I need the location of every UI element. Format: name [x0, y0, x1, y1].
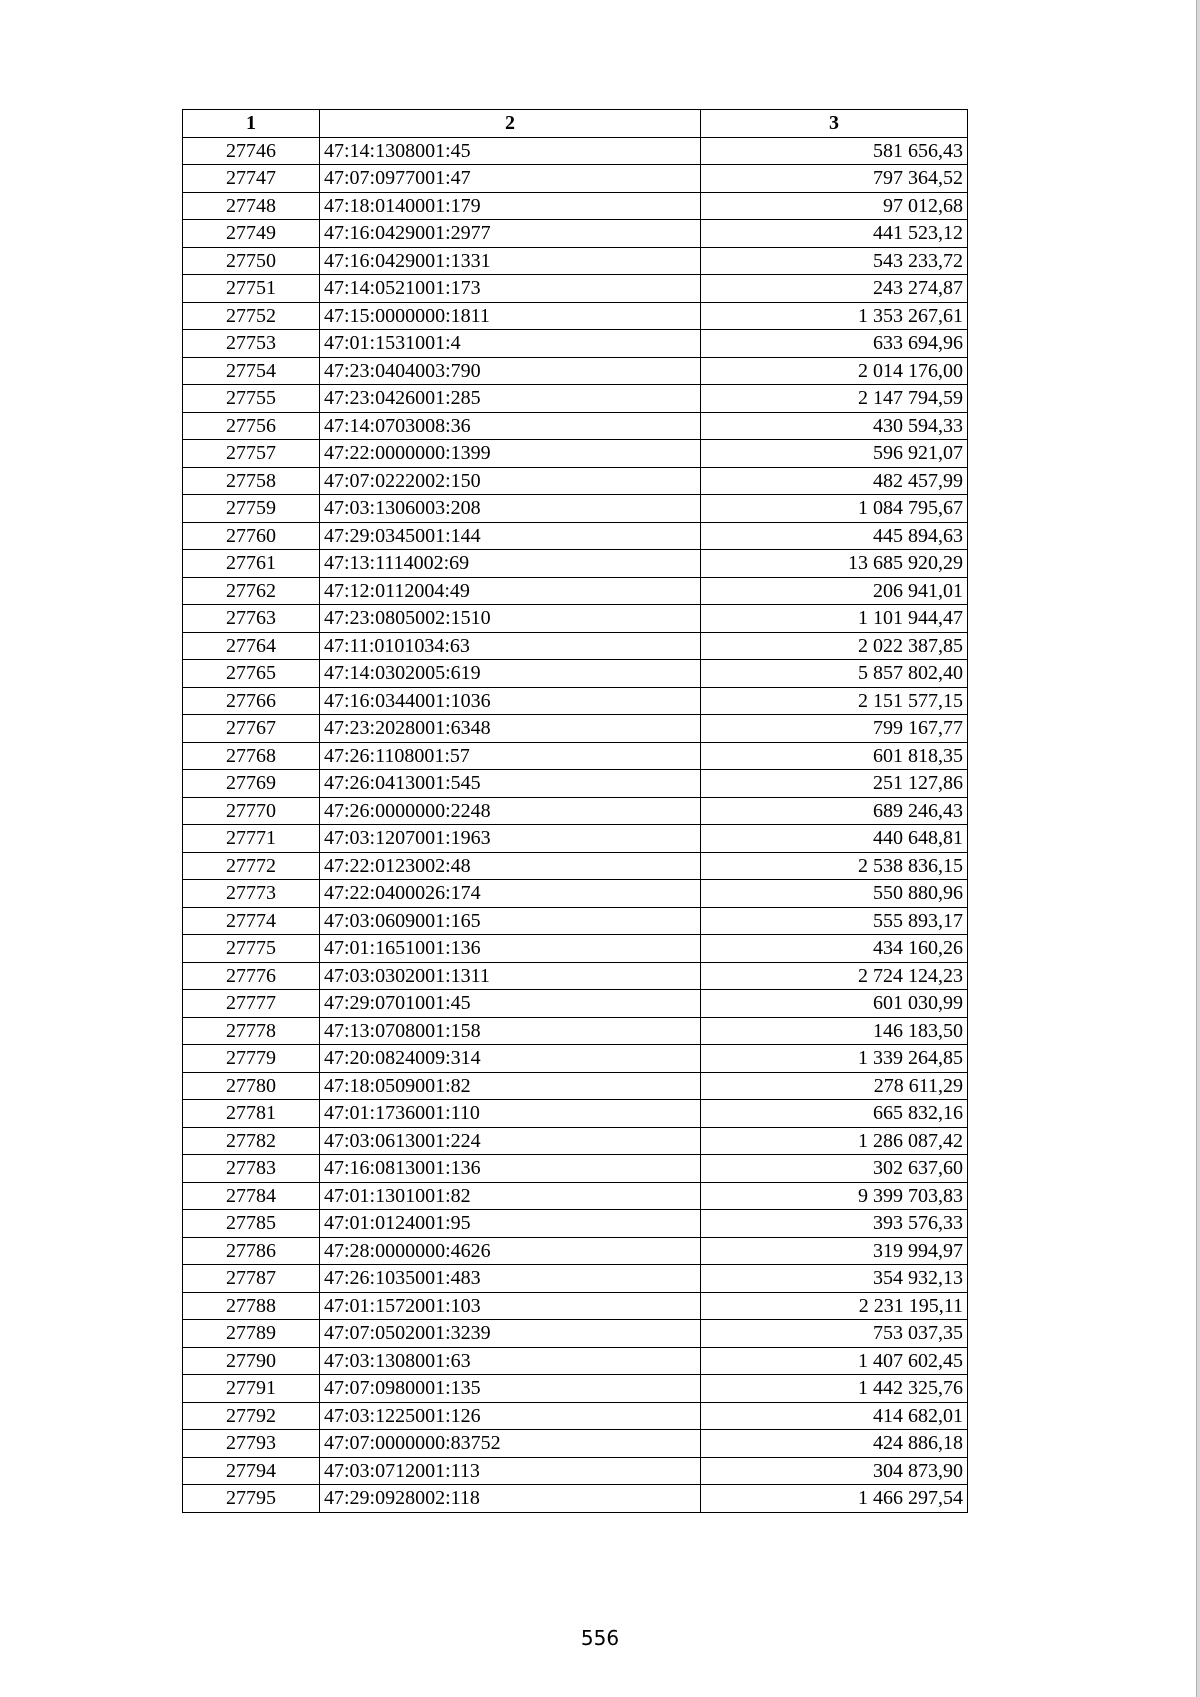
table-row [183, 880, 968, 908]
cadastral-value-cell: 278 611,29 [701, 1072, 968, 1100]
cadastral-number-cell: 47:07:0502001:3239 [320, 1320, 701, 1348]
cadastral-number-cell: 47:20:0824009:314 [320, 1045, 701, 1073]
cadastral-number-cell: 47:22:0000000:1399 [320, 440, 701, 468]
table-row [183, 1017, 968, 1045]
table-row [183, 467, 968, 495]
column-header-3: 3 [701, 110, 968, 138]
cadastral-value-cell: 555 893,17 [701, 907, 968, 935]
table-row [183, 385, 968, 413]
cadastral-number-cell: 47:03:0609001:165 [320, 907, 701, 935]
cadastral-number-cell: 47:26:1108001:57 [320, 742, 701, 770]
cadastral-number-cell: 47:01:1651001:136 [320, 935, 701, 963]
table-row [183, 632, 968, 660]
table-row [183, 935, 968, 963]
cadastral-value-cell: 5 857 802,40 [701, 660, 968, 688]
cadastral-number-cell: 47:29:0701001:45 [320, 990, 701, 1018]
row-number-cell: 27782 [183, 1127, 320, 1155]
row-number-cell: 27761 [183, 550, 320, 578]
cadastral-value-cell: 440 648,81 [701, 825, 968, 853]
cadastral-value-cell: 601 818,35 [701, 742, 968, 770]
row-number-cell: 27759 [183, 495, 320, 523]
row-number-cell: 27747 [183, 165, 320, 193]
cadastral-number-cell: 47:26:0413001:545 [320, 770, 701, 798]
cadastral-value-cell: 445 894,63 [701, 522, 968, 550]
row-number-cell: 27774 [183, 907, 320, 935]
row-number-cell: 27787 [183, 1265, 320, 1293]
cadastral-value-cell: 2 022 387,85 [701, 632, 968, 660]
cadastral-value-cell: 97 012,68 [701, 192, 968, 220]
cadastral-number-cell: 47:14:0703008:36 [320, 412, 701, 440]
row-number-cell: 27783 [183, 1155, 320, 1183]
table-row [183, 1237, 968, 1265]
cadastral-number-cell: 47:01:1736001:110 [320, 1100, 701, 1128]
row-number-cell: 27778 [183, 1017, 320, 1045]
row-number-cell: 27777 [183, 990, 320, 1018]
cadastral-number-cell: 47:03:0712001:113 [320, 1457, 701, 1485]
cadastral-number-cell: 47:03:0302001:1311 [320, 962, 701, 990]
table-row [183, 907, 968, 935]
cadastral-number-cell: 47:01:0124001:95 [320, 1210, 701, 1238]
row-number-cell: 27779 [183, 1045, 320, 1073]
cadastral-value-cell: 302 637,60 [701, 1155, 968, 1183]
cadastral-number-cell: 47:03:1308001:63 [320, 1347, 701, 1375]
row-number-cell: 27767 [183, 715, 320, 743]
cadastral-value-cell: 414 682,01 [701, 1402, 968, 1430]
cadastral-value-cell: 2 151 577,15 [701, 687, 968, 715]
cadastral-number-cell: 47:26:0000000:2248 [320, 797, 701, 825]
table-row [183, 660, 968, 688]
cadastral-value-cell: 1 466 297,54 [701, 1485, 968, 1513]
table-row [183, 1430, 968, 1458]
cadastral-value-cell: 596 921,07 [701, 440, 968, 468]
row-number-cell: 27792 [183, 1402, 320, 1430]
table-row [183, 1155, 968, 1183]
cadastral-number-cell: 47:23:2028001:6348 [320, 715, 701, 743]
row-number-cell: 27785 [183, 1210, 320, 1238]
cadastral-value-cell: 319 994,97 [701, 1237, 968, 1265]
cadastral-number-cell: 47:03:1207001:1963 [320, 825, 701, 853]
cadastral-value-cell: 665 832,16 [701, 1100, 968, 1128]
row-number-cell: 27753 [183, 330, 320, 358]
table-row [183, 605, 968, 633]
cadastral-value-cell: 434 160,26 [701, 935, 968, 963]
cadastral-number-cell: 47:16:0344001:1036 [320, 687, 701, 715]
table-row [183, 687, 968, 715]
cadastral-value-cell: 243 274,87 [701, 275, 968, 303]
cadastral-number-cell: 47:16:0429001:2977 [320, 220, 701, 248]
row-number-cell: 27746 [183, 137, 320, 165]
cadastral-value-cell: 2 147 794,59 [701, 385, 968, 413]
table-row [183, 550, 968, 578]
cadastral-value-cell: 393 576,33 [701, 1210, 968, 1238]
table-row [183, 1210, 968, 1238]
table-row [183, 1375, 968, 1403]
cadastral-value-cell: 1 407 602,45 [701, 1347, 968, 1375]
cadastral-number-cell: 47:23:0426001:285 [320, 385, 701, 413]
table-row [183, 330, 968, 358]
cadastral-value-cell: 753 037,35 [701, 1320, 968, 1348]
cadastral-number-cell: 47:01:1531001:4 [320, 330, 701, 358]
table-row [183, 1457, 968, 1485]
cadastral-value-cell: 543 233,72 [701, 247, 968, 275]
row-number-cell: 27773 [183, 880, 320, 908]
table-row [183, 302, 968, 330]
cadastral-number-cell: 47:29:0928002:118 [320, 1485, 701, 1513]
table-row [183, 495, 968, 523]
cadastral-value-cell: 13 685 920,29 [701, 550, 968, 578]
table-row [183, 852, 968, 880]
cadastral-number-cell: 47:29:0345001:144 [320, 522, 701, 550]
row-number-cell: 27790 [183, 1347, 320, 1375]
table-row [183, 1100, 968, 1128]
row-number-cell: 27763 [183, 605, 320, 633]
row-number-cell: 27775 [183, 935, 320, 963]
row-number-cell: 27789 [183, 1320, 320, 1348]
cadastral-number-cell: 47:14:1308001:45 [320, 137, 701, 165]
table-row [183, 1072, 968, 1100]
row-number-cell: 27788 [183, 1292, 320, 1320]
cadastral-number-cell: 47:07:0000000:83752 [320, 1430, 701, 1458]
cadastral-number-cell: 47:23:0805002:1510 [320, 605, 701, 633]
cadastral-number-cell: 47:03:1306003:208 [320, 495, 701, 523]
row-number-cell: 27756 [183, 412, 320, 440]
cadastral-number-cell: 47:23:0404003:790 [320, 357, 701, 385]
row-number-cell: 27770 [183, 797, 320, 825]
cadastral-number-cell: 47:15:0000000:1811 [320, 302, 701, 330]
row-number-cell: 27780 [183, 1072, 320, 1100]
table-row [183, 1045, 968, 1073]
row-number-cell: 27793 [183, 1430, 320, 1458]
row-number-cell: 27765 [183, 660, 320, 688]
cadastral-value-cell: 1 353 267,61 [701, 302, 968, 330]
cadastral-value-cell: 633 694,96 [701, 330, 968, 358]
table-row [183, 797, 968, 825]
cadastral-value-cell: 304 873,90 [701, 1457, 968, 1485]
cadastral-value-cell: 550 880,96 [701, 880, 968, 908]
cadastral-value-cell: 2 538 836,15 [701, 852, 968, 880]
cadastral-value-cell: 424 886,18 [701, 1430, 968, 1458]
cadastral-value-cell: 689 246,43 [701, 797, 968, 825]
page-number: 556 [580, 1626, 620, 1650]
table-row [183, 1292, 968, 1320]
cadastral-value-cell: 1 101 944,47 [701, 605, 968, 633]
row-number-cell: 27768 [183, 742, 320, 770]
cadastral-number-cell: 47:12:0112004:49 [320, 577, 701, 605]
row-number-cell: 27760 [183, 522, 320, 550]
row-number-cell: 27755 [183, 385, 320, 413]
cadastral-number-cell: 47:18:0509001:82 [320, 1072, 701, 1100]
table-row [183, 1127, 968, 1155]
column-header-2: 2 [320, 110, 701, 138]
table-row [183, 1265, 968, 1293]
row-number-cell: 27781 [183, 1100, 320, 1128]
cadastral-number-cell: 47:01:1572001:103 [320, 1292, 701, 1320]
cadastral-value-cell: 430 594,33 [701, 412, 968, 440]
row-number-cell: 27784 [183, 1182, 320, 1210]
row-number-cell: 27794 [183, 1457, 320, 1485]
table-row [183, 1485, 968, 1513]
cadastral-number-cell: 47:01:1301001:82 [320, 1182, 701, 1210]
cadastral-value-cell: 1 084 795,67 [701, 495, 968, 523]
row-number-cell: 27750 [183, 247, 320, 275]
cadastral-number-cell: 47:22:0400026:174 [320, 880, 701, 908]
row-number-cell: 27749 [183, 220, 320, 248]
cadastral-value-cell: 1 286 087,42 [701, 1127, 968, 1155]
row-number-cell: 27757 [183, 440, 320, 468]
table-row [183, 192, 968, 220]
row-number-cell: 27772 [183, 852, 320, 880]
cadastral-value-cell: 251 127,86 [701, 770, 968, 798]
row-number-cell: 27795 [183, 1485, 320, 1513]
row-number-cell: 27751 [183, 275, 320, 303]
column-header-1: 1 [183, 110, 320, 138]
cadastral-value-cell: 9 399 703,83 [701, 1182, 968, 1210]
table-row [183, 220, 968, 248]
row-number-cell: 27769 [183, 770, 320, 798]
table-row [183, 1320, 968, 1348]
table-body [183, 137, 968, 1512]
cadastral-number-cell: 47:28:0000000:4626 [320, 1237, 701, 1265]
row-number-cell: 27752 [183, 302, 320, 330]
cadastral-value-cell: 146 183,50 [701, 1017, 968, 1045]
cadastral-value-cell: 1 339 264,85 [701, 1045, 968, 1073]
cadastral-number-cell: 47:16:0429001:1331 [320, 247, 701, 275]
row-number-cell: 27764 [183, 632, 320, 660]
cadastral-number-cell: 47:26:1035001:483 [320, 1265, 701, 1293]
cadastral-value-cell: 206 941,01 [701, 577, 968, 605]
cadastral-number-cell: 47:16:0813001:136 [320, 1155, 701, 1183]
table-header-row [183, 110, 968, 138]
row-number-cell: 27776 [183, 962, 320, 990]
row-number-cell: 27786 [183, 1237, 320, 1265]
cadastral-number-cell: 47:22:0123002:48 [320, 852, 701, 880]
row-number-cell: 27791 [183, 1375, 320, 1403]
table-row [183, 825, 968, 853]
cadastral-value-cell: 1 442 325,76 [701, 1375, 968, 1403]
row-number-cell: 27754 [183, 357, 320, 385]
cadastral-number-cell: 47:14:0302005:619 [320, 660, 701, 688]
table-row [183, 1182, 968, 1210]
cadastral-number-cell: 47:07:0222002:150 [320, 467, 701, 495]
cadastral-number-cell: 47:13:1114002:69 [320, 550, 701, 578]
cadastral-number-cell: 47:18:0140001:179 [320, 192, 701, 220]
cadastral-number-cell: 47:03:0613001:224 [320, 1127, 701, 1155]
row-number-cell: 27771 [183, 825, 320, 853]
table-row [183, 165, 968, 193]
cadastral-value-cell: 482 457,99 [701, 467, 968, 495]
cadastral-number-cell: 47:11:0101034:63 [320, 632, 701, 660]
cadastral-number-cell: 47:03:1225001:126 [320, 1402, 701, 1430]
cadastral-value-cell: 601 030,99 [701, 990, 968, 1018]
cadastral-value-cell: 354 932,13 [701, 1265, 968, 1293]
table-row [183, 715, 968, 743]
table-row [183, 962, 968, 990]
table-row [183, 412, 968, 440]
cadastral-number-cell: 47:07:0977001:47 [320, 165, 701, 193]
table-row [183, 137, 968, 165]
cadastral-number-cell: 47:07:0980001:135 [320, 1375, 701, 1403]
cadastral-value-cell: 2 014 176,00 [701, 357, 968, 385]
cadastral-value-cell: 799 167,77 [701, 715, 968, 743]
cadastral-number-cell: 47:14:0521001:173 [320, 275, 701, 303]
row-number-cell: 27766 [183, 687, 320, 715]
table-row [183, 1347, 968, 1375]
table-row [183, 1402, 968, 1430]
cadastral-value-cell: 797 364,52 [701, 165, 968, 193]
cadastral-number-cell: 47:13:0708001:158 [320, 1017, 701, 1045]
table-row [183, 275, 968, 303]
table-row [183, 440, 968, 468]
table-row [183, 770, 968, 798]
row-number-cell: 27748 [183, 192, 320, 220]
cadastral-value-cell: 2 231 195,11 [701, 1292, 968, 1320]
table-row [183, 522, 968, 550]
table-row [183, 247, 968, 275]
table-row [183, 742, 968, 770]
cadastral-value-cell: 2 724 124,23 [701, 962, 968, 990]
cadastral-value-cell: 441 523,12 [701, 220, 968, 248]
cadastral-value-cell: 581 656,43 [701, 137, 968, 165]
table-row [183, 577, 968, 605]
page-edge [1196, 0, 1200, 1697]
cadastral-value-table [182, 109, 968, 1513]
row-number-cell: 27762 [183, 577, 320, 605]
table-row [183, 990, 968, 1018]
table-row [183, 357, 968, 385]
row-number-cell: 27758 [183, 467, 320, 495]
